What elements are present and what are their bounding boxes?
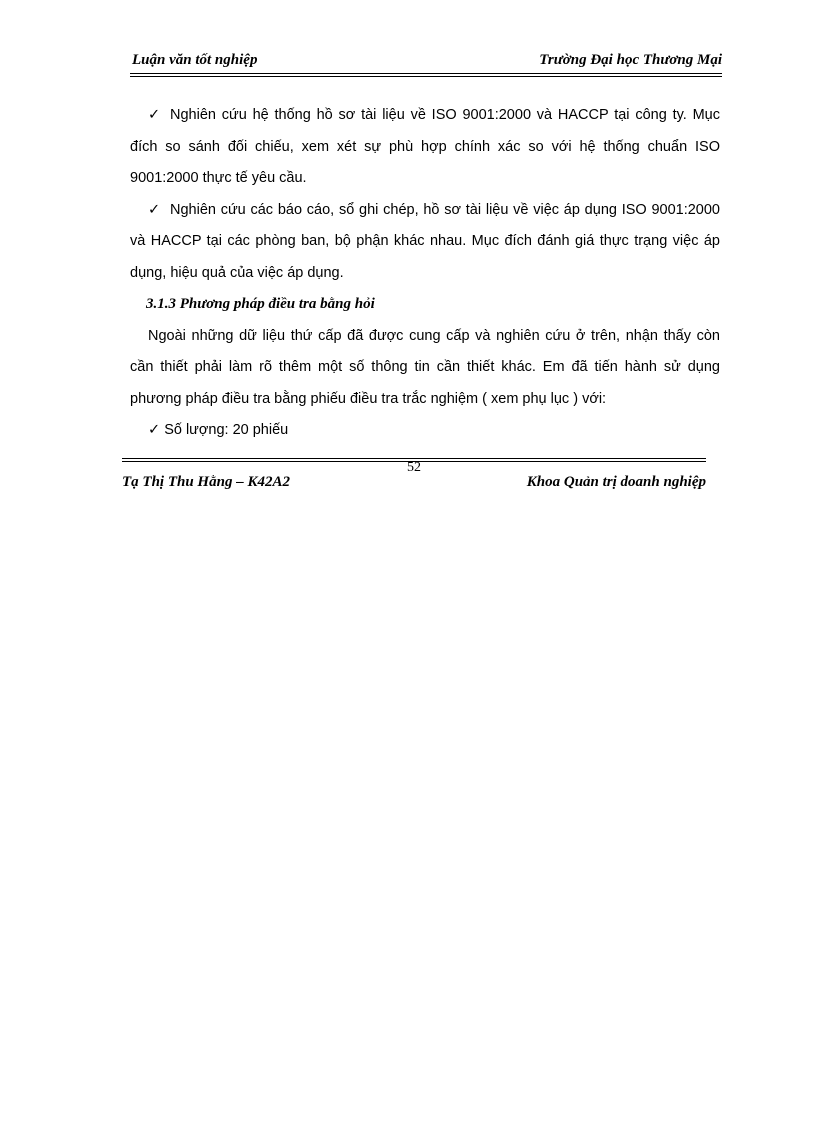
checkmark-icon: ✓ xyxy=(148,422,161,438)
list-item-text: Số lượng: 20 phiếu xyxy=(164,422,289,438)
footer-rule-thin xyxy=(122,458,706,459)
paragraph-research-reports xyxy=(130,195,720,290)
list-item xyxy=(130,415,720,447)
header-rule xyxy=(130,73,722,74)
page-body xyxy=(130,100,720,447)
checkmark-icon: ✓ xyxy=(148,201,161,218)
page-header xyxy=(130,52,722,76)
paragraph-text: Nghiên cứu hệ thống hồ sơ tài liệu về ISO 9001:2000 và HACCP tại công ty. Mục đích so sánh đối chiếu, xem xét sự phù hợp chính xác so với hệ thống chuẩn ISO 9001:2000 thực tế yêu cầu. xyxy=(130,107,720,186)
paragraph-survey-method: Ngoài những dữ liệu thứ cấp đã được cung cấp và nghiên cứu ở trên, nhận thấy còn cần thiết phải làm rõ thêm một số thông tin cần thiết khác. Em đã tiến hành sử dụng phương pháp điều tra bằng phiếu điều tra trắc nghiệm ( xem phụ lục ) với: xyxy=(130,327,720,407)
footer-author: Tạ Thị Thu Hằng – K42A2 xyxy=(122,474,290,490)
page-footer xyxy=(122,458,706,498)
section-heading: 3.1.3 Phương pháp điều tra bằng hỏi xyxy=(146,296,375,312)
paragraph-research-records xyxy=(130,100,720,195)
page-number: 52 xyxy=(407,460,421,475)
checkmark-icon: ✓ xyxy=(148,107,161,123)
paragraph-text: Nghiên cứu các báo cáo, sổ ghi chép, hồ sơ tài liệu về việc áp dụng ISO 9001:2000 và HACCP tại các phòng ban, bộ phận khác nhau. Mục đích đánh giá thực trạng việc áp dụng, hiệu quả của việc áp dụng. xyxy=(130,201,720,281)
footer-faculty: Khoa Quản trị doanh nghiệp xyxy=(526,474,706,490)
header-thesis-title: Luận văn tốt nghiệp xyxy=(132,52,258,68)
header-rule-thin xyxy=(130,76,722,77)
header-university: Trường Đại học Thương Mại xyxy=(539,52,722,68)
